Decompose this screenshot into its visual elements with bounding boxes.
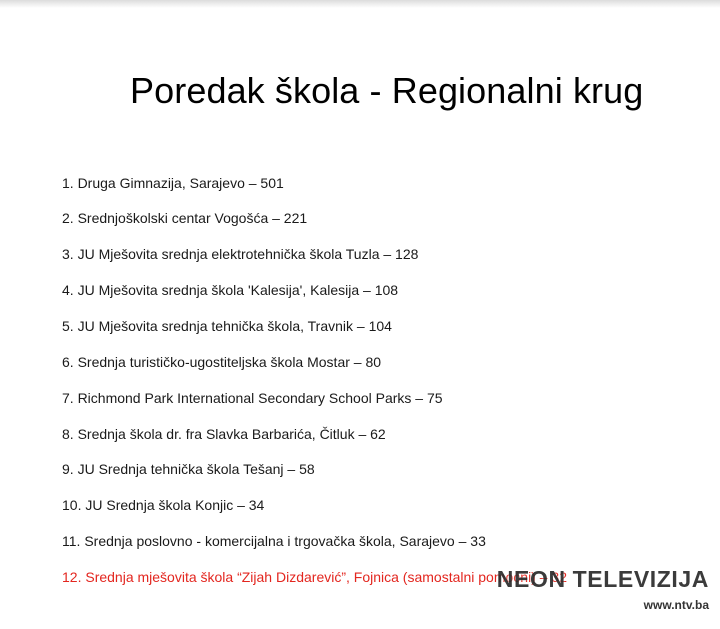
list-item-highlighted: 12. Srednja mješovita škola “Zijah Dizdarević”, Fojnica (samostalni pomoćni) – 32 <box>62 569 567 585</box>
list-item: 2. Srednjoškolski centar Vogošća – 221 <box>62 210 308 226</box>
list-item: 6. Srednja turističko-ugostiteljska škola Mostar – 80 <box>62 354 382 370</box>
list-item: 11. Srednja poslovno - komercijalna i trgovačka škola, Sarajevo – 33 <box>62 533 486 549</box>
page-title: Poredak škola - Regionalni krug <box>130 70 644 111</box>
channel-url: www.ntv.ba <box>643 598 709 612</box>
list-item: 7. Richmond Park International Secondary School Parks – 75 <box>62 390 443 406</box>
channel-watermark <box>469 566 709 612</box>
list-item: 4. JU Mješovita srednja škola 'Kalesija', Kalesija – 108 <box>62 282 399 298</box>
list-item: 8. Srednja škola dr. fra Slavka Barbarića, Čitluk – 62 <box>62 426 386 442</box>
list-item: 3. JU Mješovita srednja elektrotehnička škola Tuzla – 128 <box>62 246 419 262</box>
channel-logo-text: NEON TELEVIZIJA <box>496 566 709 592</box>
list-item: 9. JU Srednja tehnička škola Tešanj – 58 <box>62 461 315 477</box>
list-item: 5. JU Mješovita srednja tehnička škola, Travnik – 104 <box>62 318 392 334</box>
list-item: 10. JU Srednja škola Konjic – 34 <box>62 497 265 513</box>
list-item: 1. Druga Gimnazija, Sarajevo – 501 <box>62 175 284 191</box>
